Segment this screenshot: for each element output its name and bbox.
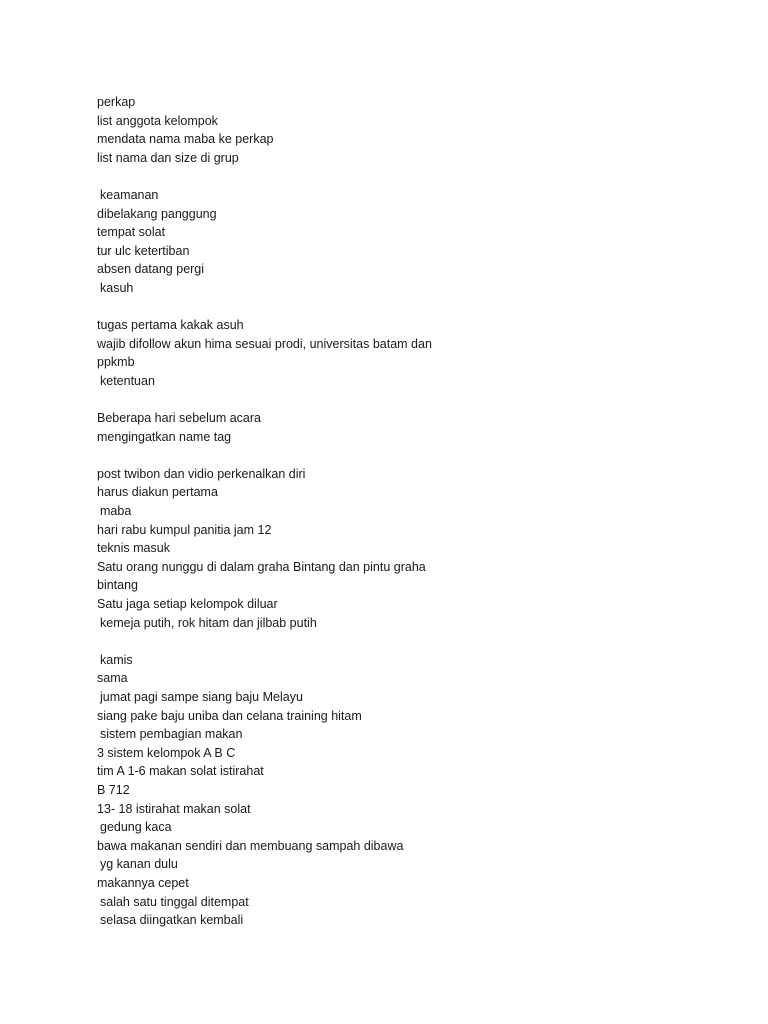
text-line: sistem pembagian makan	[100, 727, 243, 742]
text-line: 3 sistem kelompok A B C	[97, 745, 236, 760]
text-line: jumat pagi sampe siang baju Melayu	[100, 690, 303, 704]
text-line: sama	[97, 671, 128, 686]
text-line: absen datang pergi	[97, 262, 205, 277]
text-line: siang pake baju uniba dan celana training hitam	[97, 708, 362, 723]
text-line: salah satu tinggal ditempat	[100, 894, 249, 909]
text-line: mendata nama maba ke perkap	[97, 132, 274, 147]
text-line: kamis	[100, 652, 133, 667]
text-line: Satu jaga setiap kelompok diluar	[97, 597, 278, 612]
document-body	[97, 93, 457, 930]
text-line: Beberapa hari sebelum acara	[97, 411, 261, 426]
text-line: tim A 1-6 makan solat istirahat	[97, 764, 264, 779]
text-line: B 712	[97, 782, 130, 797]
text-line: mengingatkan name tag	[97, 429, 232, 444]
text-line: 13- 18 istirahat makan solat	[97, 801, 251, 816]
text-line: maba	[100, 504, 132, 519]
text-line: ketentuan	[100, 373, 155, 388]
text-line: list anggota kelompok	[97, 113, 218, 128]
text-line: bawa makanan sendiri dan membuang sampah dibawa	[97, 838, 404, 853]
text-line: keamanan	[100, 187, 159, 202]
text-line: gedung kaca	[100, 820, 172, 835]
text-line: list nama dan size di grup	[97, 150, 239, 165]
text-line: hari rabu kumpul panitia jam 12	[97, 522, 272, 537]
text-line: perkap	[97, 95, 136, 109]
text-line: kemeja putih, rok hitam dan jilbab putih	[100, 615, 317, 630]
text-line: tugas pertama kakak asuh	[97, 318, 244, 333]
text-line: makannya cepet	[97, 875, 189, 890]
text-line: kasuh	[100, 280, 134, 295]
blank-line	[97, 167, 457, 186]
text-line: yg kanan dulu	[100, 857, 178, 872]
text-line: tur ulc ketertiban	[97, 243, 190, 258]
text-line: post twibon dan vidio perkenalkan diri	[97, 466, 306, 481]
blank-line	[97, 391, 457, 410]
blank-line	[97, 632, 457, 651]
text-line: Satu orang nunggu di dalam graha Bintang dan pintu graha	[97, 559, 426, 574]
text-line: bintang	[97, 578, 139, 593]
text-line: selasa diingatkan kembali	[100, 913, 244, 928]
text-line: dibelakang panggung	[97, 206, 217, 221]
text-line: ppkmb	[97, 355, 135, 370]
text-line: wajib difollow akun hima sesuai prodi, universitas batam dan	[97, 336, 432, 351]
text-line: harus diakun pertama	[97, 485, 218, 500]
text-line: teknis masuk	[97, 541, 170, 556]
text-line: tempat solat	[97, 225, 166, 240]
blank-line	[97, 298, 457, 317]
blank-line	[97, 446, 457, 465]
